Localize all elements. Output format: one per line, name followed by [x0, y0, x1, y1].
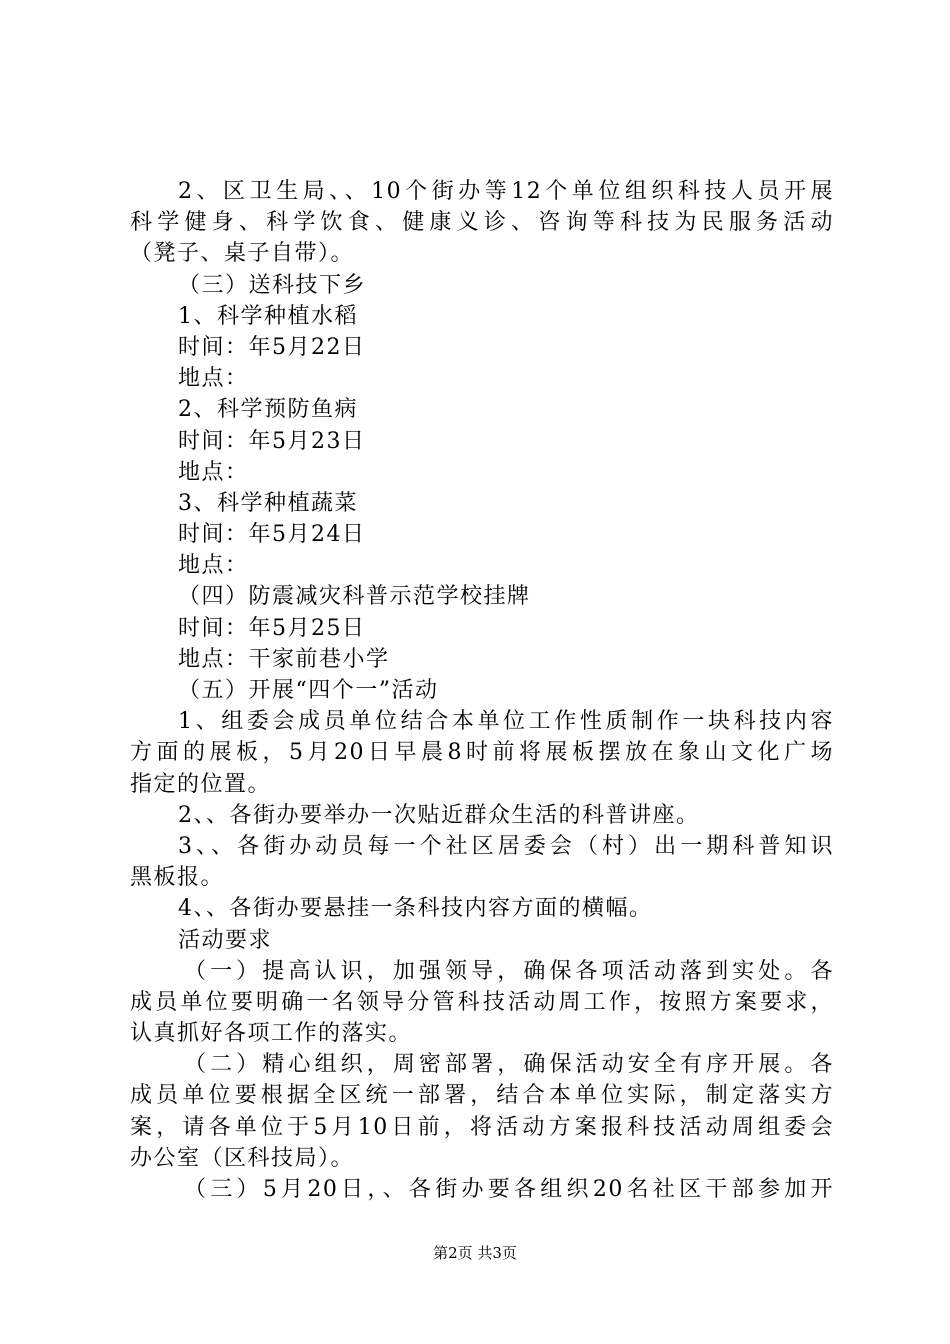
time-line: 时间：年5月25日 — [178, 615, 366, 641]
location-line: 地点： — [178, 553, 249, 579]
list-item: 2、科学预防鱼病 — [178, 397, 358, 423]
document-body — [130, 176, 834, 1205]
paragraph-line: （三）5月20日，、各街办要各组织20名社区干部参加开 — [184, 1177, 834, 1202]
list-item: 1、科学种植水稻 — [178, 303, 358, 329]
time-line: 时间：年5月22日 — [178, 334, 366, 360]
paragraph-line: 2、、各街办要举办一次贴近群众生活的科普讲座。 — [178, 802, 700, 828]
paragraph-line: （一）提高认识，加强领导，确保各项活动落到实处。各 — [184, 958, 834, 984]
paragraph-line: 科学健身、科学饮食、健康义诊、咨询等科技为民服务活动 — [130, 210, 834, 236]
location-line: 地点： — [178, 459, 249, 485]
paragraph-line: 成员单位要明确一名领导分管科技活动周工作，按照方案要求， — [130, 989, 834, 1015]
paragraph-line: （二）精心组织，周密部署，确保活动安全有序开展。各 — [184, 1052, 834, 1078]
section-heading: （三）送科技下乡 — [178, 272, 367, 298]
page-footer: 第2页 共3页 — [433, 1244, 517, 1262]
time-line: 时间：年5月23日 — [178, 428, 366, 454]
paragraph-line: 1、组委会成员单位结合本单位工作性质制作一块科技内容 — [178, 709, 834, 735]
section-heading: （四）防震减灾科普示范学校挂牌 — [178, 584, 531, 610]
time-line: 时间：年5月24日 — [178, 522, 366, 548]
section-heading: 活动要求 — [178, 927, 273, 953]
paragraph-line: （凳子、桌子自带）。 — [130, 241, 355, 267]
paragraph-line: 认真抓好各项工作的落实。 — [130, 1021, 413, 1047]
section-heading: （五）开展“四个一”活动 — [178, 678, 439, 703]
paragraph-line: 方面的展板，5月20日早晨8时前将展板摆放在象山文化广场 — [130, 740, 834, 766]
paragraph-line: 3、、各街办动员每一个社区居委会（村）出一期科普知识 — [178, 833, 834, 859]
paragraph-line: 黑板报。 — [130, 865, 225, 891]
location-line: 地点： — [178, 366, 249, 392]
paragraph-line: 办公室（区科技局）。 — [130, 1145, 355, 1171]
location-line: 地点：干家前巷小学 — [178, 646, 390, 672]
paragraph-line: 指定的位置。 — [130, 771, 272, 797]
paragraph-line: 2、区卫生局、、10个街办等12个单位组织科技人员开展 — [178, 179, 834, 204]
paragraph-line: 成员单位要根据全区统一部署，结合本单位实际，制定落实方 — [130, 1083, 834, 1109]
paragraph-line: 案，请各单位于5月10日前，将活动方案报科技活动周组委会 — [130, 1114, 834, 1140]
list-item: 3、科学种植蔬菜 — [178, 490, 358, 516]
paragraph-line: 4、、各街办要悬挂一条科技内容方面的横幅。 — [178, 896, 653, 922]
